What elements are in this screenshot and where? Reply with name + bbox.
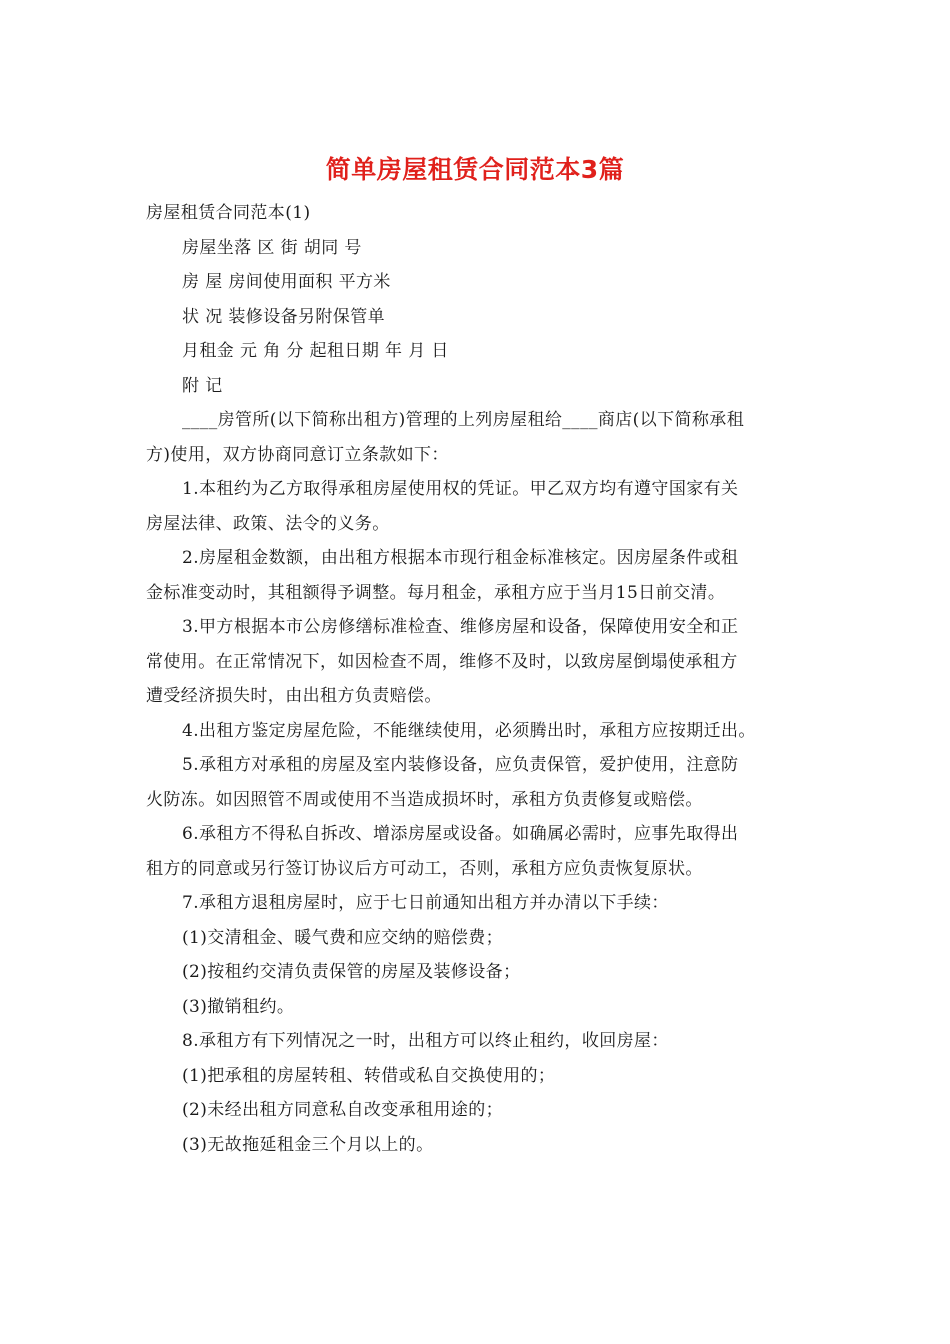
clause-line: 租方的同意或另行签订协议后方可动工，否则，承租方应负责恢复原状。 bbox=[146, 858, 703, 879]
sub-item-line: (1)把承租的房屋转租、转借或私自交换使用的； bbox=[182, 1065, 556, 1086]
paragraph-line: 房 屋 房间使用面积 平方米 bbox=[182, 272, 391, 292]
clause-line: 7.承租方退租房屋时，应于七日前通知出租方并办清以下手续： bbox=[182, 893, 669, 913]
clause-line: 1.本租约为乙方取得承租房屋使用权的凭证。甲乙双方均有遵守国家有关 bbox=[182, 479, 739, 499]
clause-line: 5.承租方对承租的房屋及室内装修设备，应负责保管，爱护使用，注意防 bbox=[182, 755, 739, 775]
sub-item-line: (1)交清租金、暖气费和应交纳的赔偿费； bbox=[182, 927, 504, 948]
clause-line: 8.承租方有下列情况之一时，出租方可以终止租约，收回房屋： bbox=[182, 1031, 669, 1051]
sub-item-line: (3)无故拖延租金三个月以上的。 bbox=[182, 1134, 434, 1155]
section-heading: 房屋租赁合同范本(1) bbox=[146, 203, 311, 223]
paragraph-line: ____房管所(以下简称出租方)管理的上列房屋租给____商店(以下简称承租 bbox=[182, 410, 745, 430]
paragraph-line: 方)使用，双方协商同意订立条款如下： bbox=[146, 444, 449, 465]
clause-line: 2.房屋租金数额，由出租方根据本市现行租金标准核定。因房屋条件或租 bbox=[182, 548, 739, 568]
clause-line: 3.甲方根据本市公房修缮标准检查、维修房屋和设备，保障使用安全和正 bbox=[182, 617, 739, 637]
sub-item-line: (3)撤销租约。 bbox=[182, 996, 295, 1017]
sub-item-line: (2)未经出租方同意私自改变承租用途的； bbox=[182, 1100, 504, 1120]
clause-line: 金标准变动时，其租额得予调整。每月租金，承租方应于当月15日前交清。 bbox=[146, 582, 726, 603]
paragraph-line: 附 记 bbox=[182, 375, 223, 396]
clause-line: 遭受经济损失时，由出租方负责赔偿。 bbox=[146, 686, 442, 706]
paragraph-line: 状 况 装修设备另附保管单 bbox=[182, 306, 386, 327]
clause-line: 房屋法律、政策、法令的义务。 bbox=[146, 513, 390, 534]
clause-line: 4.出租方鉴定房屋危险，不能继续使用，必须腾出时，承租方应按期迁出。 bbox=[182, 720, 756, 741]
paragraph-line: 月租金 元 角 分 起租日期 年 月 日 bbox=[182, 341, 449, 361]
document-title: 简单房屋租赁合同范本3篇 bbox=[325, 155, 625, 184]
sub-item-line: (2)按租约交清负责保管的房屋及装修设备； bbox=[182, 962, 521, 982]
clause-line: 6.承租方不得私自拆改、增添房屋或设备。如确属必需时，应事先取得出 bbox=[182, 824, 739, 844]
clause-line: 常使用。在正常情况下，如因检查不周，维修不及时，以致房屋倒塌使承租方 bbox=[146, 651, 738, 672]
clause-line: 火防冻。如因照管不周或使用不当造成损坏时，承租方负责修复或赔偿。 bbox=[146, 789, 703, 810]
paragraph-line: 房屋坐落 区 街 胡同 号 bbox=[182, 237, 362, 258]
document-body bbox=[146, 196, 814, 1162]
